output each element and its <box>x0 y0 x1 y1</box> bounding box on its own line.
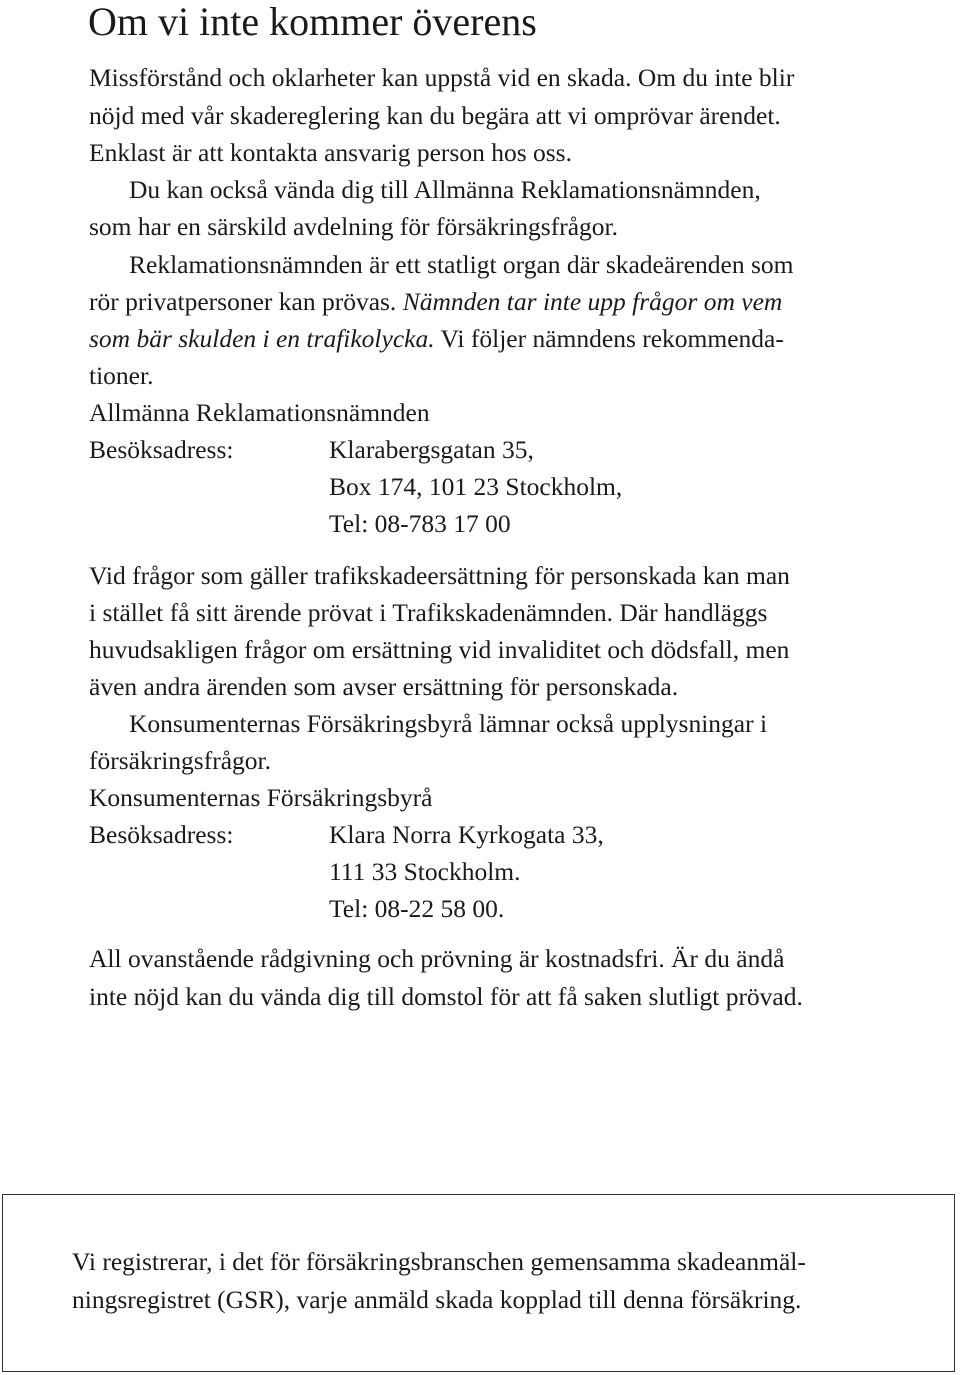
kfb-name: Konsumenternas Försäkringsbyrå <box>89 783 433 812</box>
gsr-notice-box <box>2 1194 955 1372</box>
traffic-line-2: i stället få sitt ärende prövat i Trafikskadenämnden. Där handläggs <box>89 598 768 627</box>
traffic-line-1: Vid frågor som gäller trafikskadeersättning för personskada kan man <box>89 561 790 590</box>
intro-line-9: tioner. <box>89 361 154 390</box>
closing-line-1: All ovanstående rådgivning och prövning är kostnadsfri. Är du ändå <box>89 944 785 973</box>
page-title: Om vi inte kommer överens <box>88 0 537 44</box>
gsr-notice-line-1: Vi registrerar, i det för försäkringsbranschen gemensamma skadeanmäl- <box>72 1247 806 1276</box>
traffic-line-4: även andra ärenden som avser ersättning för personskada. <box>89 672 679 701</box>
arn-address-line-1: Klarabergsgatan 35, <box>329 435 534 464</box>
arn-address-line-2: Box 174, 101 23 Stockholm, <box>329 472 623 501</box>
intro-line-1: Missförstånd och oklarheter kan uppstå vid en skada. Om du inte blir <box>89 63 795 92</box>
closing-line-2: inte nöjd kan du vända dig till domstol för att få saken slutligt prövad. <box>89 982 803 1011</box>
traffic-line-6: försäkringsfrågor. <box>89 746 271 775</box>
intro-line-8-italic: som bär skulden i en trafikolycka. <box>89 324 435 353</box>
arn-address-label: Besöksadress: <box>89 435 234 464</box>
traffic-line-3: huvudsakligen frågor om ersättning vid invaliditet och dödsfall, men <box>89 635 790 664</box>
intro-line-8-text: Vi följer nämndens rekommenda- <box>440 324 784 353</box>
intro-line-6: Reklamationsnämnden är ett statligt organ där skadeärenden som <box>129 250 794 279</box>
intro-line-3: Enklast är att kontakta ansvarig person hos oss. <box>89 138 572 167</box>
gsr-notice-line-2: ningsregistret (GSR), varje anmäld skada kopplad till denna försäkring. <box>72 1285 802 1314</box>
intro-line-8 <box>89 324 784 354</box>
intro-line-4: Du kan också vända dig till Allmänna Reklamationsnämnden, <box>129 175 761 204</box>
kfb-address-line-1: Klara Norra Kyrkogata 33, <box>329 820 604 849</box>
traffic-line-5: Konsumenternas Försäkringsbyrå lämnar också upplysningar i <box>129 709 768 738</box>
intro-line-5: som har en särskild avdelning för försäkringsfrågor. <box>89 212 618 241</box>
intro-line-7-text: rör privatpersoner kan prövas. <box>89 287 397 316</box>
intro-line-2: nöjd med vår skadereglering kan du begära att vi omprövar ärendet. <box>89 101 781 130</box>
arn-name: Allmänna Reklamationsnämnden <box>89 398 430 427</box>
arn-phone: Tel: 08-783 17 00 <box>329 509 511 538</box>
kfb-address-label: Besöksadress: <box>89 820 234 849</box>
kfb-phone: Tel: 08-22 58 00. <box>329 894 505 923</box>
kfb-address-line-2: 111 33 Stockholm. <box>329 857 521 886</box>
intro-line-7-italic: Nämnden tar inte upp frågor om vem <box>402 287 783 316</box>
intro-line-7 <box>89 287 782 317</box>
